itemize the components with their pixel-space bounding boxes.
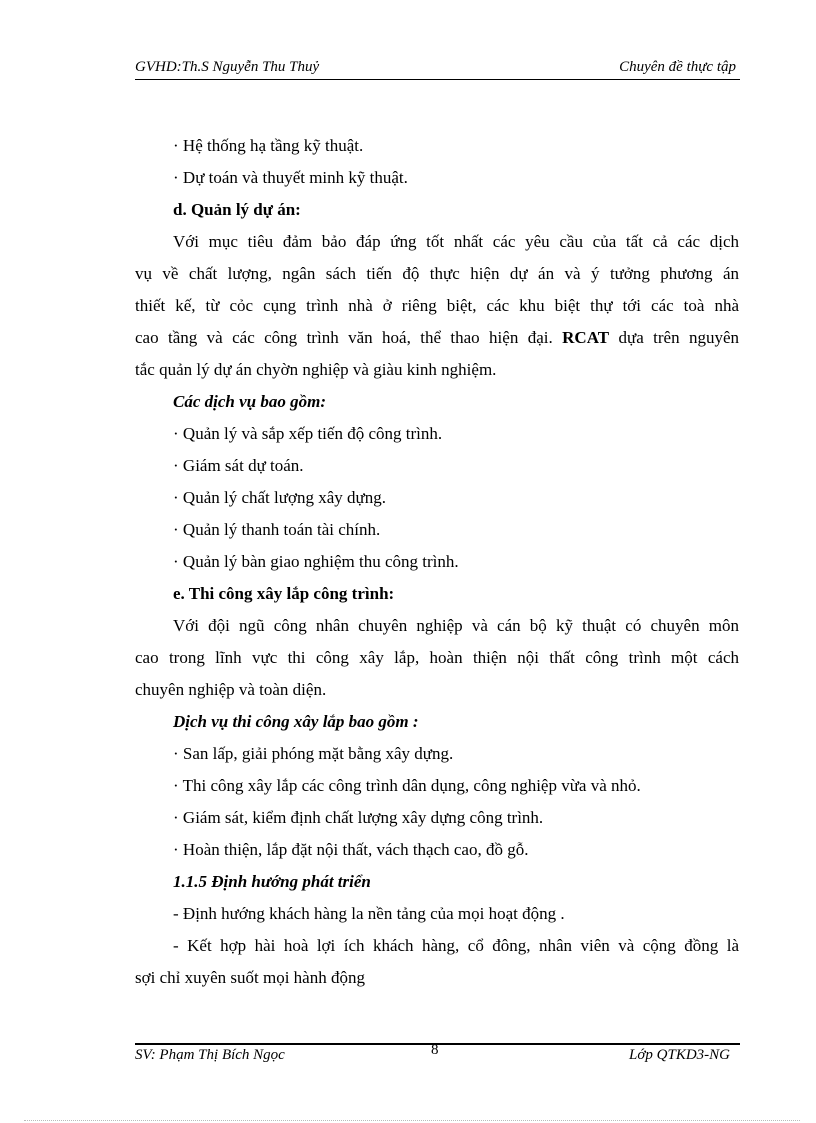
bullet-item: · Giám sát dự toán.	[173, 456, 304, 475]
paragraph-text: dựa trên nguyên	[618, 328, 739, 347]
bullet-item: · Quản lý và sắp xếp tiến độ công trình.	[173, 424, 443, 443]
section-heading: 1.1.5 Định hướng phát triển	[173, 872, 371, 891]
page-footer	[135, 1042, 740, 1071]
footer-class: Lớp QTKD3-NG	[629, 1047, 730, 1063]
bullet-item: · Thi công xây lắp các công trình dân dụng, công nghiệp vừa và nhỏ.	[173, 776, 641, 795]
paragraph-line: Với mục tiêu đảm bảo đáp ứng tốt nhất các yêu cầu của tất cả các dịch	[173, 232, 739, 251]
bullet-item: · Hệ thống hạ tầng kỹ thuật.	[173, 136, 364, 155]
paragraph-line: Với đội ngũ công nhân chuyên nghiệp và cán bộ kỹ thuật có chuyên môn	[173, 616, 739, 635]
header-supervisor: GVHD:Th.S Nguyễn Thu Thuỷ	[135, 59, 320, 75]
paragraph-line: thiết kế, từ cỏc cụng trình nhà ở riêng biệt, các khu biệt thự tới các toà nhà	[135, 296, 739, 315]
section-heading: e. Thi công xây lắp công trình:	[173, 584, 395, 603]
page-edge-divider	[24, 1120, 800, 1121]
bullet-item: · San lấp, giải phóng mặt bằng xây dựng.	[173, 744, 454, 763]
dash-item: - Kết hợp hài hoà lợi ích khách hàng, cổ đông, nhân viên và cộng đồng là	[173, 936, 739, 955]
bullet-item: · Quản lý chất lượng xây dựng.	[173, 488, 386, 507]
bullet-item: · Hoàn thiện, lắp đặt nội thất, vách thạch cao, đồ gỗ.	[173, 840, 529, 859]
bullet-item: · Quản lý thanh toán tài chính.	[173, 520, 381, 539]
paragraph-line: chuyên nghiệp và toàn diện.	[135, 680, 327, 699]
subheading: Dịch vụ thi công xây lắp bao gồm :	[173, 712, 419, 731]
paragraph-line: vụ về chất lượng, ngân sách tiến độ thực hiện dự án và ý tưởng phương án	[135, 264, 739, 283]
bullet-item: · Dự toán và thuyết minh kỹ thuật.	[173, 168, 408, 187]
paragraph-line	[135, 322, 739, 354]
bullet-item: · Giám sát, kiểm định chất lượng xây dựng công trình.	[173, 808, 544, 827]
paragraph-line: tắc quản lý dự án chyờn nghiệp và giàu kinh nghiệm.	[135, 360, 497, 379]
page-header	[135, 57, 740, 80]
section-heading: d. Quản lý dự án:	[173, 200, 301, 219]
subheading: Các dịch vụ bao gồm:	[173, 392, 326, 411]
page-number: 8	[431, 1042, 439, 1058]
company-name: RCAT	[562, 328, 610, 347]
paragraph-line: sợi chỉ xuyên suốt mọi hành động	[135, 968, 365, 987]
header-document-type: Chuyên đề thực tập	[619, 59, 736, 75]
dash-item: - Định hướng khách hàng la nền tảng của mọi hoạt động .	[173, 904, 565, 923]
body-text	[135, 130, 739, 994]
paragraph-line: cao trong lĩnh vực thi công xây lắp, hoàn thiện nội thất công trình một cách	[135, 648, 739, 667]
footer-student: SV: Phạm Thị Bích Ngọc	[135, 1047, 285, 1063]
paragraph-text: cao tầng và các công trình văn hoá, thể thao hiện đại.	[135, 328, 553, 347]
bullet-item: · Quản lý bàn giao nghiệm thu công trình.	[173, 552, 459, 571]
